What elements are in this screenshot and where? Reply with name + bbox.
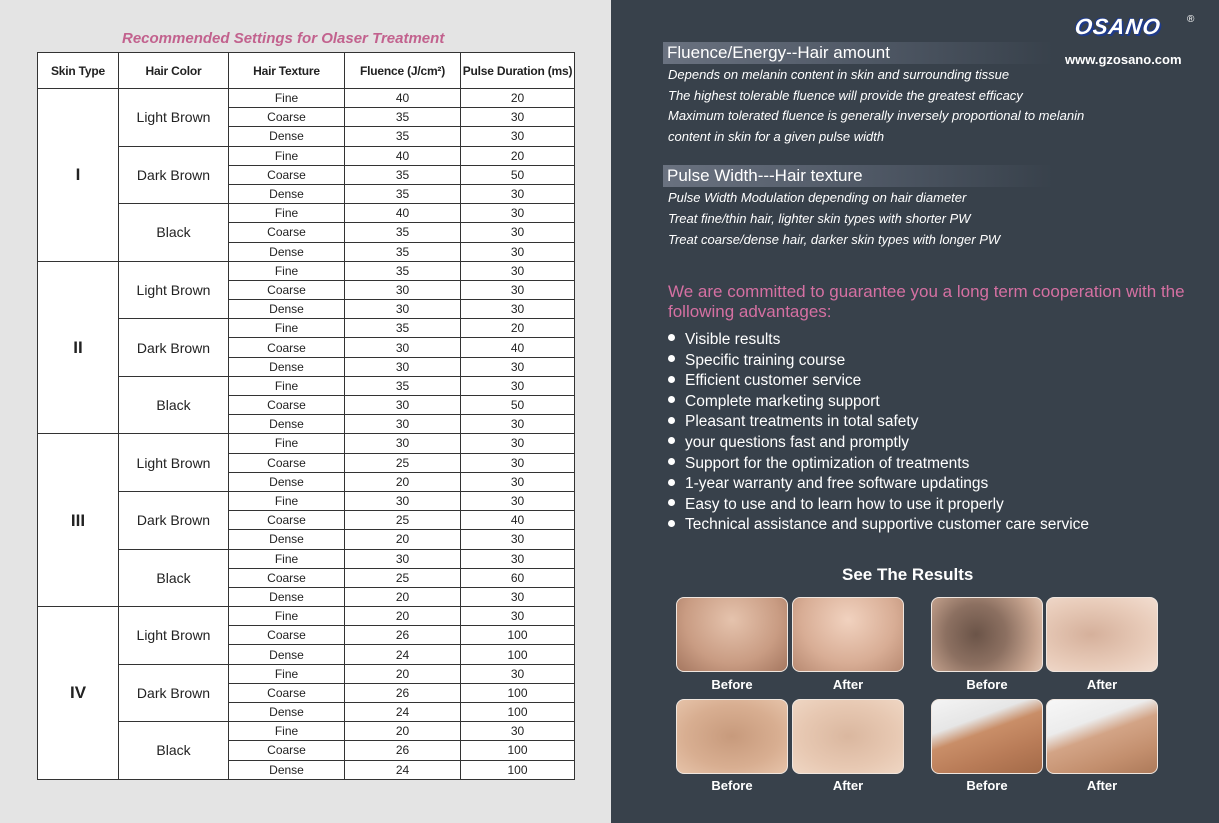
after-photo-underarm <box>1046 699 1158 774</box>
hair-texture-cell: Dense <box>229 300 345 319</box>
table-row <box>38 607 575 626</box>
pulse-duration-cell: 30 <box>461 223 575 242</box>
fluence-cell: 40 <box>345 204 461 223</box>
table-row <box>38 89 575 108</box>
hair-texture-cell: Dense <box>229 703 345 722</box>
table-body <box>38 89 575 780</box>
fluence-cell: 24 <box>345 760 461 779</box>
hair-texture-cell: Coarse <box>229 165 345 184</box>
pulse-duration-cell: 40 <box>461 338 575 357</box>
settings-table <box>37 52 575 780</box>
skin-type-cell: II <box>38 261 119 434</box>
fluence-cell: 30 <box>345 357 461 376</box>
pulse-heading: Pulse Width---Hair texture <box>663 165 1053 187</box>
hair-texture-cell: Fine <box>229 434 345 453</box>
pulse-duration-cell: 30 <box>461 261 575 280</box>
advantage-item <box>668 392 1089 413</box>
fluence-cell: 30 <box>345 300 461 319</box>
fluence-cell: 20 <box>345 607 461 626</box>
pulse-duration-cell: 100 <box>461 645 575 664</box>
hair-color-cell: Dark Brown <box>119 319 229 377</box>
header-skin-type: Skin Type <box>38 53 119 89</box>
advantage-text: 1-year warranty and free software updatings <box>685 475 989 493</box>
fluence-cell: 25 <box>345 453 461 472</box>
info-panel <box>611 0 1219 823</box>
fluence-cell: 26 <box>345 741 461 760</box>
advantage-text: Easy to use and to learn how to use it properly <box>685 495 1004 513</box>
hair-texture-cell: Fine <box>229 89 345 108</box>
advantage-item <box>668 351 1089 372</box>
advantage-text: Efficient customer service <box>685 372 862 390</box>
fluence-cell: 35 <box>345 376 461 395</box>
pulse-duration-cell: 30 <box>461 549 575 568</box>
fluence-cell: 25 <box>345 568 461 587</box>
fluence-line: content in skin for a given pulse width <box>668 129 885 144</box>
pulse-duration-cell: 100 <box>461 741 575 760</box>
bullet-icon <box>668 458 675 465</box>
fluence-cell: 26 <box>345 683 461 702</box>
bullet-icon <box>668 396 675 403</box>
pulse-line: Pulse Width Modulation depending on hair diameter <box>668 190 967 205</box>
bullet-icon <box>668 334 675 341</box>
before-photo-back <box>676 597 788 672</box>
table-title: Recommended Settings for Olaser Treatment <box>122 30 445 47</box>
hair-texture-cell: Fine <box>229 491 345 510</box>
fluence-cell: 35 <box>345 108 461 127</box>
bullet-icon <box>668 479 675 486</box>
advantage-item <box>668 371 1089 392</box>
fluence-cell: 35 <box>345 223 461 242</box>
hair-color-cell: Light Brown <box>119 261 229 319</box>
pulse-duration-cell: 30 <box>461 722 575 741</box>
table-row <box>38 434 575 453</box>
hair-texture-cell: Dense <box>229 242 345 261</box>
hair-texture-cell: Coarse <box>229 223 345 242</box>
fluence-cell: 30 <box>345 434 461 453</box>
hair-texture-cell: Coarse <box>229 626 345 645</box>
hair-texture-cell: Fine <box>229 319 345 338</box>
hair-color-cell: Black <box>119 376 229 434</box>
hair-color-cell: Black <box>119 549 229 607</box>
bullet-icon <box>668 499 675 506</box>
hair-color-cell: Dark Brown <box>119 146 229 204</box>
hair-texture-cell: Fine <box>229 722 345 741</box>
table-row <box>38 319 575 338</box>
pulse-duration-cell: 30 <box>461 434 575 453</box>
fluence-cell: 25 <box>345 511 461 530</box>
after-caption: After <box>832 677 864 692</box>
pulse-duration-cell: 30 <box>461 530 575 549</box>
table-row <box>38 204 575 223</box>
hair-texture-cell: Dense <box>229 472 345 491</box>
advantage-item <box>668 433 1089 454</box>
pulse-duration-cell: 40 <box>461 511 575 530</box>
hair-color-cell: Black <box>119 204 229 262</box>
hair-texture-cell: Coarse <box>229 568 345 587</box>
hair-color-cell: Light Brown <box>119 434 229 492</box>
hair-texture-cell: Coarse <box>229 453 345 472</box>
skin-type-cell: III <box>38 434 119 607</box>
advantage-text: Technical assistance and supportive customer care service <box>685 516 1090 534</box>
pulse-duration-cell: 30 <box>461 184 575 203</box>
table-row <box>38 146 575 165</box>
hair-color-cell: Light Brown <box>119 89 229 147</box>
pulse-duration-cell: 30 <box>461 280 575 299</box>
fluence-cell: 24 <box>345 703 461 722</box>
table-row <box>38 376 575 395</box>
pulse-duration-cell: 50 <box>461 396 575 415</box>
fluence-cell: 30 <box>345 396 461 415</box>
hair-texture-cell: Coarse <box>229 338 345 357</box>
pulse-duration-cell: 30 <box>461 587 575 606</box>
fluence-line: The highest tolerable fluence will provide the greatest efficacy <box>668 88 1023 103</box>
advantage-text: Visible results <box>685 331 781 348</box>
fluence-cell: 20 <box>345 530 461 549</box>
advantage-item <box>668 474 1089 495</box>
hair-texture-cell: Dense <box>229 415 345 434</box>
advantage-item <box>668 454 1089 475</box>
pulse-duration-cell: 30 <box>461 300 575 319</box>
hair-texture-cell: Dense <box>229 645 345 664</box>
hair-texture-cell: Coarse <box>229 396 345 415</box>
table-row <box>38 261 575 280</box>
fluence-cell: 20 <box>345 472 461 491</box>
fluence-heading: Fluence/Energy--Hair amount <box>663 42 1053 64</box>
pulse-line: Treat coarse/dense hair, darker skin types with longer PW <box>668 232 1001 247</box>
hair-texture-cell: Coarse <box>229 741 345 760</box>
pulse-duration-cell: 100 <box>461 703 575 722</box>
advantage-text: your questions fast and promptly <box>685 433 910 451</box>
fluence-cell: 35 <box>345 242 461 261</box>
before-photo-chin <box>931 597 1043 672</box>
fluence-cell: 40 <box>345 146 461 165</box>
header-hair-texture: Hair Texture <box>229 53 345 89</box>
after-caption: After <box>1086 778 1118 793</box>
pulse-duration-cell: 30 <box>461 415 575 434</box>
registered-mark: ® <box>1187 14 1195 25</box>
hair-texture-cell: Coarse <box>229 683 345 702</box>
fluence-line: Depends on melanin content in skin and surrounding tissue <box>668 67 1010 82</box>
hair-texture-cell: Dense <box>229 127 345 146</box>
header-fluence: Fluence (J/cm²) <box>345 53 461 89</box>
website-link[interactable]: www.gzosano.com <box>1065 52 1182 67</box>
fluence-cell: 30 <box>345 491 461 510</box>
header-pulse-duration: Pulse Duration (ms) <box>461 53 575 89</box>
bullet-icon <box>668 355 675 362</box>
hair-color-cell: Black <box>119 722 229 780</box>
pulse-duration-cell: 30 <box>461 127 575 146</box>
table-row <box>38 722 575 741</box>
fluence-cell: 20 <box>345 664 461 683</box>
hair-texture-cell: Dense <box>229 357 345 376</box>
pulse-line: Treat fine/thin hair, lighter skin types with shorter PW <box>668 211 971 226</box>
advantage-text: Specific training course <box>685 351 846 369</box>
pulse-duration-cell: 30 <box>461 607 575 626</box>
advantage-item <box>668 412 1089 433</box>
fluence-cell: 35 <box>345 319 461 338</box>
hair-texture-cell: Fine <box>229 607 345 626</box>
hair-texture-cell: Fine <box>229 146 345 165</box>
skin-type-cell: IV <box>38 607 119 780</box>
hair-texture-cell: Fine <box>229 549 345 568</box>
after-photo-back <box>792 597 904 672</box>
fluence-cell: 35 <box>345 127 461 146</box>
hair-texture-cell: Coarse <box>229 280 345 299</box>
pulse-duration-cell: 30 <box>461 491 575 510</box>
pulse-duration-cell: 50 <box>461 165 575 184</box>
fluence-cell: 35 <box>345 184 461 203</box>
advantage-text: Complete marketing support <box>685 392 880 410</box>
before-caption: Before <box>966 778 1008 793</box>
bullet-icon <box>668 376 675 383</box>
before-photo-arm <box>676 699 788 774</box>
fluence-cell: 40 <box>345 89 461 108</box>
hair-texture-cell: Fine <box>229 204 345 223</box>
fluence-cell: 35 <box>345 261 461 280</box>
after-caption: After <box>1086 677 1118 692</box>
hair-texture-cell: Dense <box>229 530 345 549</box>
before-photo-underarm <box>931 699 1043 774</box>
advantage-item <box>668 515 1089 536</box>
before-caption: Before <box>711 677 753 692</box>
pulse-duration-cell: 30 <box>461 357 575 376</box>
before-caption: Before <box>966 677 1008 692</box>
pulse-duration-cell: 30 <box>461 664 575 683</box>
skin-type-cell: I <box>38 89 119 262</box>
commitment-text: We are committed to guarantee you a long term cooperation with the following advantages: <box>668 282 1185 321</box>
pulse-duration-cell: 100 <box>461 683 575 702</box>
hair-texture-cell: Dense <box>229 184 345 203</box>
advantage-item <box>668 330 1089 351</box>
fluence-cell: 35 <box>345 165 461 184</box>
hair-texture-cell: Dense <box>229 760 345 779</box>
table-row <box>38 491 575 510</box>
fluence-cell: 20 <box>345 722 461 741</box>
pulse-duration-cell: 20 <box>461 319 575 338</box>
hair-texture-cell: Fine <box>229 376 345 395</box>
before-caption: Before <box>711 778 753 793</box>
pulse-duration-cell: 30 <box>461 472 575 491</box>
advantage-text: Support for the optimization of treatments <box>685 454 970 472</box>
pulse-duration-cell: 30 <box>461 204 575 223</box>
fluence-cell: 30 <box>345 415 461 434</box>
bullet-icon <box>668 437 675 444</box>
hair-texture-cell: Fine <box>229 261 345 280</box>
table-row <box>38 664 575 683</box>
table-row <box>38 549 575 568</box>
hair-texture-cell: Dense <box>229 587 345 606</box>
fluence-cell: 30 <box>345 280 461 299</box>
hair-color-cell: Dark Brown <box>119 664 229 722</box>
hair-color-cell: Light Brown <box>119 607 229 665</box>
bullet-icon <box>668 520 675 527</box>
osano-logo <box>1075 14 1195 42</box>
pulse-duration-cell: 100 <box>461 626 575 645</box>
hair-texture-cell: Coarse <box>229 511 345 530</box>
pulse-duration-cell: 100 <box>461 760 575 779</box>
after-caption: After <box>832 778 864 793</box>
results-title: See The Results <box>842 565 974 584</box>
fluence-cell: 24 <box>345 645 461 664</box>
after-photo-chin <box>1046 597 1158 672</box>
table-header-row <box>38 53 575 89</box>
fluence-cell: 30 <box>345 338 461 357</box>
header-hair-color: Hair Color <box>119 53 229 89</box>
fluence-cell: 30 <box>345 549 461 568</box>
logo-text: OSANO <box>1073 14 1163 39</box>
pulse-duration-cell: 20 <box>461 146 575 165</box>
hair-texture-cell: Fine <box>229 664 345 683</box>
fluence-line: Maximum tolerated fluence is generally inversely proportional to melanin <box>668 108 1085 123</box>
pulse-duration-cell: 30 <box>461 242 575 261</box>
hair-texture-cell: Coarse <box>229 108 345 127</box>
fluence-cell: 26 <box>345 626 461 645</box>
pulse-duration-cell: 30 <box>461 376 575 395</box>
pulse-duration-cell: 60 <box>461 568 575 587</box>
advantages-list <box>668 330 1089 536</box>
hair-color-cell: Dark Brown <box>119 491 229 549</box>
advantage-text: Pleasant treatments in total safety <box>685 413 919 431</box>
advantage-item <box>668 495 1089 516</box>
fluence-cell: 20 <box>345 587 461 606</box>
bullet-icon <box>668 417 675 424</box>
pulse-duration-cell: 30 <box>461 453 575 472</box>
pulse-duration-cell: 20 <box>461 89 575 108</box>
after-photo-arm <box>792 699 904 774</box>
pulse-duration-cell: 30 <box>461 108 575 127</box>
